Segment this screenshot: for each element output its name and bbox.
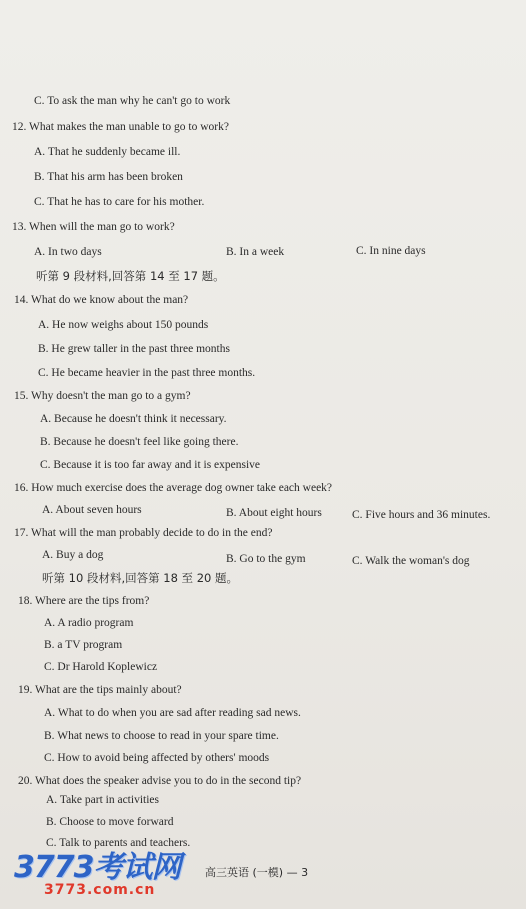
watermark-url: 3773.com.cn xyxy=(44,882,156,898)
q18-option-c: C. Dr Harold Koplewicz xyxy=(44,661,158,673)
question-15: 15. Why doesn't the man go to a gym? xyxy=(14,390,191,402)
question-12: 12. What makes the man unable to go to work? xyxy=(12,121,229,133)
q19-option-a: A. What to do when you are sad after reading sad news. xyxy=(44,707,301,719)
q13-option-a: A. In two days xyxy=(34,246,102,258)
question-16: 16. How much exercise does the average dog owner take each week? xyxy=(14,482,333,494)
q15-option-a: A. Because he doesn't think it necessary. xyxy=(40,413,227,425)
q20-option-b: B. Choose to move forward xyxy=(46,816,174,828)
q19-option-b: B. What news to choose to read in your spare time. xyxy=(44,730,279,742)
section-9-instruction: 听第 9 段材料,回答第 14 至 17 题。 xyxy=(36,269,225,283)
q11-option-c: C. To ask the man why he can't go to work xyxy=(34,95,231,107)
question-13: 13. When will the man go to work? xyxy=(12,221,175,233)
q16-option-b: B. About eight hours xyxy=(226,507,322,519)
q12-option-a: A. That he suddenly became ill. xyxy=(34,146,181,158)
question-17: 17. What will the man probably decide to do in the end? xyxy=(14,527,273,539)
site-watermark-logo xyxy=(14,842,184,906)
q14-option-b: B. He grew taller in the past three months xyxy=(38,343,230,355)
q13-option-b: B. In a week xyxy=(226,246,285,258)
q14-option-c: C. He became heavier in the past three months. xyxy=(38,367,256,379)
q18-option-b: B. a TV program xyxy=(44,639,123,651)
q18-option-a: A. A radio program xyxy=(44,617,134,629)
q20-option-c: C. Talk to parents and teachers. xyxy=(46,837,191,849)
q17-option-a: A. Buy a dog xyxy=(42,549,104,561)
q16-option-a: A. About seven hours xyxy=(42,504,142,516)
q20-option-a: A. Take part in activities xyxy=(46,794,159,806)
q19-option-c: C. How to avoid being affected by others' moods xyxy=(44,752,270,764)
q16-option-c: C. Five hours and 36 minutes. xyxy=(352,509,491,521)
q17-option-b: B. Go to the gym xyxy=(226,553,306,565)
question-19: 19. What are the tips mainly about? xyxy=(18,684,182,696)
question-20: 20. What does the speaker advise you to do in the second tip? xyxy=(18,775,302,787)
page-footer: 高三英语 (一模) — 3 xyxy=(205,866,309,879)
q15-option-b: B. Because he doesn't feel like going there. xyxy=(40,436,239,448)
question-14: 14. What do we know about the man? xyxy=(14,294,189,306)
q13-option-c: C. In nine days xyxy=(356,245,426,257)
q17-option-c: C. Walk the woman's dog xyxy=(352,555,470,567)
question-18: 18. Where are the tips from? xyxy=(18,595,150,607)
q15-option-c: C. Because it is too far away and it is expensive xyxy=(40,459,261,471)
watermark-brand: 3773考试网 xyxy=(14,850,181,885)
q14-option-a: A. He now weighs about 150 pounds xyxy=(38,319,209,331)
section-10-instruction: 听第 10 段材料,回答第 18 至 20 题。 xyxy=(42,571,238,585)
q12-option-c: C. That he has to care for his mother. xyxy=(34,196,205,208)
q12-option-b: B. That his arm has been broken xyxy=(34,171,183,183)
